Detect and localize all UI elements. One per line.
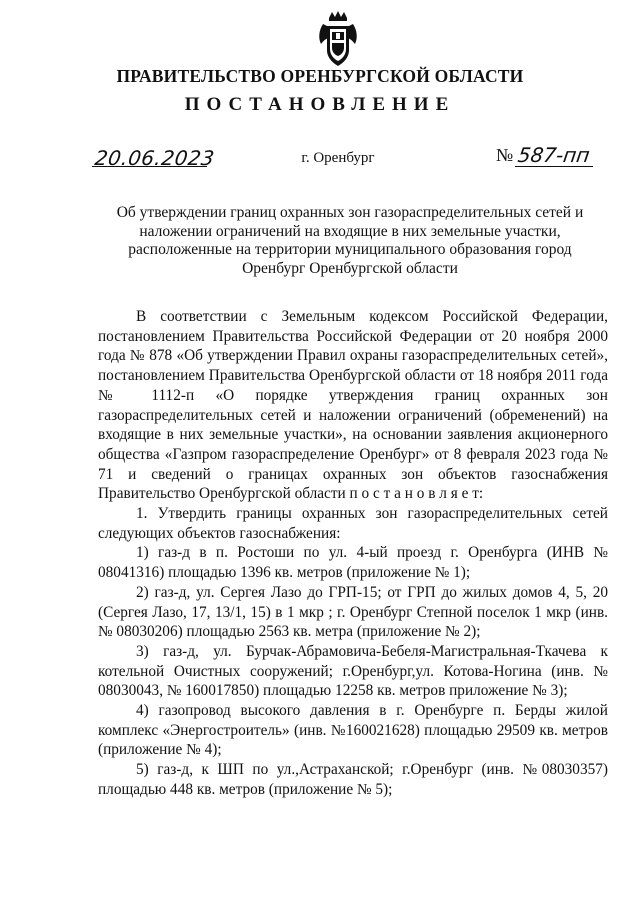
government-name: ПРАВИТЕЛЬСТВО ОРЕНБУРГСКОЙ ОБЛАСТИ (116, 66, 524, 86)
preamble-paragraph: В соответствии с Земельным кодексом Российской Федерации, постановлением Правительства Российской Федерации от 20 ноября 2000 года № 878 «Об утверждении Правил охраны газораспределительных сетей», постановлением Правительства Оренбургской области от 18 ноября 2011 года № 1112-п «О порядке утверждения границ охранных зон газораспределительных сетей и наложении ограничений (обременений) на входящие в них земельные участки», на основании заявления акционерного общества «Газпром газораспределение Оренбург» от 8 февраля 2023 года № 71 и сведений о границах охранных зон объектов газоснабжения Правительство Оренбургской области п о с т а н о в л я е т: (98, 308, 608, 503)
number-label: № (496, 145, 514, 165)
subitem-2: 2) газ-д, ул. Сергея Лазо до ГРП-15; от ГРП до жилых домов 4, 5, 20 (Сергея Лазо, 17, 13/1, 15) в 1 мкр ; г. Оренбург Степной поселок 1 мкр (инв. № 08030206) площадью 2563 кв. метра (приложение № 2); (98, 583, 608, 641)
number-underline (515, 166, 593, 167)
document-city: г. Оренбург (301, 150, 375, 166)
coat-of-arms-emblem-icon (315, 10, 361, 68)
document-body (98, 307, 608, 800)
item-1-paragraph: 1. Утвердить границы охранных зон газораспределительных сетей следующих объектов газоснабжения: (98, 505, 608, 542)
subitem-4: 4) газопровод высокого давления в г. Оренбурге п. Берды жилой комплекс «Энергостроитель» (инв. №160021628) площадью 29509 кв. метров (приложение № 4); (98, 702, 608, 759)
document-title: Об утверждении границ охранных зон газораспределительных сетей и наложении ограничений на входящие в них земельные участки, расположенные на территории муниципального образования город Оренбург Оренбургской области (116, 204, 584, 277)
subitem-5: 5) газ-д, к ШП по ул.,Астраханской; г.Оренбург (инв. №08030357) площадью 448 кв. метров (приложение № 5); (98, 761, 608, 798)
document-date: 20.06.2023 (93, 146, 217, 170)
subitem-1: 1) газ-д в п. Ростоши по ул. 4-ый проезд г. Оренбурга (ИНВ № 08041316) площадью 1396 кв. метров (приложение № 1); (98, 544, 608, 582)
document-type: ПОСТАНОВЛЕНИЕ (184, 94, 456, 115)
document-number: 587-пп (516, 143, 592, 167)
subitem-3: 3) газ-д, ул. Бурчак-Абрамовича-Бебеля-Магистральная-Ткачева к котельной Очистных сооружений; г.Оренбург,ул. Котова-Ногина (инв. № 08030043, № 160017850) площадью 12258 кв. метров приложение № 3); (98, 642, 608, 700)
